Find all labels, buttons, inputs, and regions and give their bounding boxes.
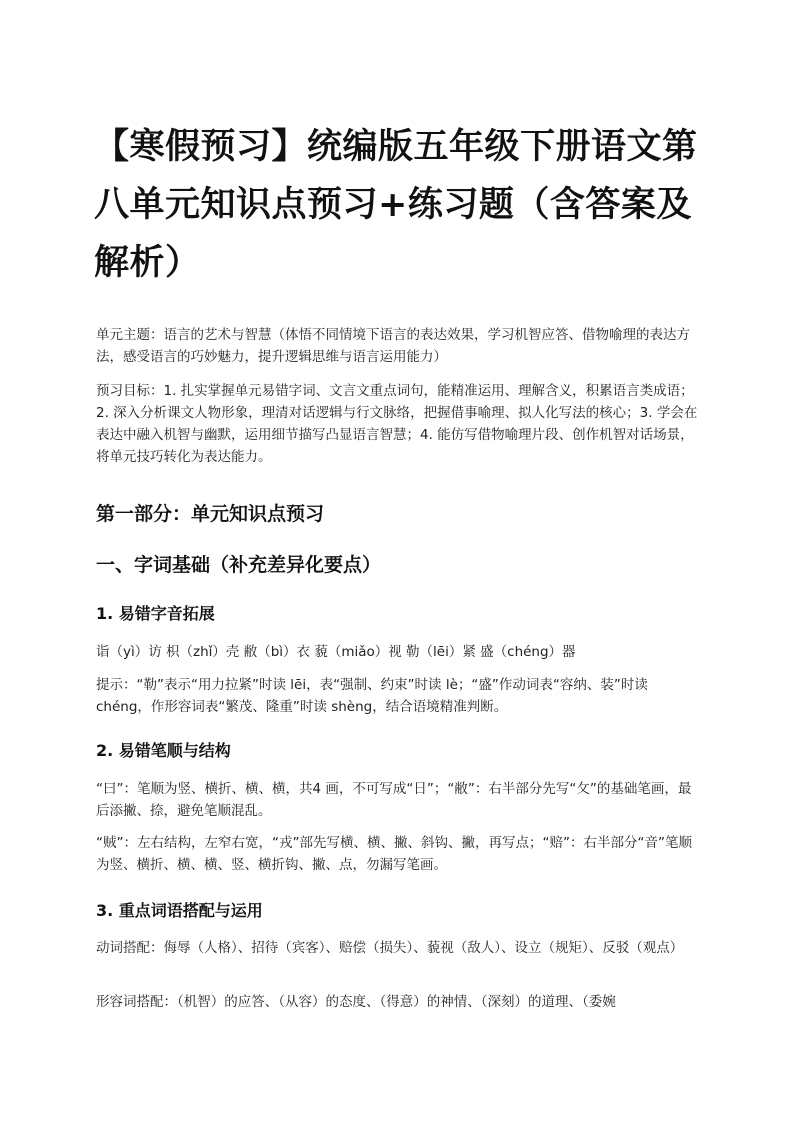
subsection-heading-pronunciation: 1. 易错字音拓展	[96, 604, 215, 623]
subsection-heading-stroke-order: 2. 易错笔顺与结构	[96, 741, 231, 760]
section-heading: 一、字词基础（补充差异化要点）	[96, 554, 382, 576]
preview-goals-paragraph: 预习目标：1. 扎实掌握单元易错字词、文言文重点词句，能精准运用、理解含义，积累语言类成语；2. 深入分析课文人物形象，理清对话逻辑与行文脉络，把握借事喻理、拟人化写法的核心；3. 学会在表达中融入机智与幽默，运用细节描写凸显语言智慧；4. 能仿写借物喻理片段、创作机智对话场景，将单元技巧转化为表达能力。	[96, 383, 698, 465]
stroke-order-paragraph-2: “贼”：左右结构，左窄右宽，“戎”部先写横、横、撇、斜钩、撇，再写点；“赔”：右半部分“音”笔顺为竖、横折、横、横、竖、横折钩、撇、点，勿漏写笔画。	[96, 835, 692, 873]
part-heading: 第一部分：单元知识点预习	[96, 503, 325, 525]
pronunciation-word-list: 诣（yì）访 枳（zhǐ）壳 敝（bì）衣 藐（miǎo）视 勒（lēi）紧 盛（chéng）器	[96, 644, 576, 660]
verb-collocation-paragraph: 动词搭配：侮辱（人格）、招待（宾客）、赔偿（损失）、藐视（敌人）、设立（规矩）、反驳（观点）	[96, 940, 684, 956]
unit-theme-paragraph: 单元主题：语言的艺术与智慧（体悟不同情境下语言的表达效果，学习机智应答、借物喻理的表达方法，感受语言的巧妙魅力，提升逻辑思维与语言运用能力）	[96, 327, 690, 365]
adjective-collocation-paragraph: 形容词搭配：（机智）的应答、（从容）的态度、（得意）的神情、（深刻）的道理、（委婉	[96, 994, 616, 1010]
stroke-order-paragraph-1: “曰”：笔顺为竖、横折、横、横，共4 画，不可写成“日”；“敝”：右半部分先写“攵”的基础笔画，最后添撇、捺，避免笔顺混乱。	[96, 781, 692, 819]
subsection-heading-collocation: 3. 重点词语搭配与运用	[96, 901, 263, 920]
document-title: 【寒假预习】统编版五年级下册语文第八单元知识点预习+练习题（含答案及解析）	[94, 127, 698, 283]
pronunciation-tip: 提示：“勒”表示“用力拉紧”时读 lēi，表“强制、约束”时读 lè；“盛”作动词表“容纳、装”时读 chéng，作形容词表“繁茂、隆重”时读 shèng，结合语境精准判断。	[96, 677, 648, 715]
